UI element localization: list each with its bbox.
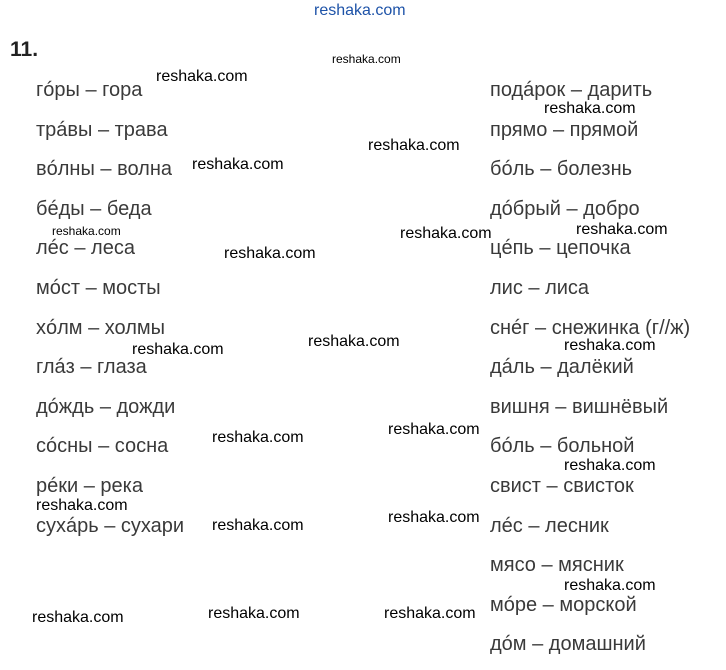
word-pair: бóль – больной — [490, 435, 635, 458]
word-pair: подáрок – дарить — [490, 79, 653, 101]
watermark: reshaka.com — [52, 224, 121, 238]
word-pair: лéс – леса — [36, 237, 135, 260]
word-pair: свист – свисток — [490, 474, 634, 497]
watermark: reshaka.com — [576, 221, 668, 238]
word-pair: трáвы – трава — [36, 118, 168, 141]
watermark: reshaka.com — [564, 337, 656, 354]
watermark: reshaka.com — [332, 52, 401, 66]
watermark: reshaka.com — [32, 609, 124, 626]
word-pair: дóбрый – добро — [490, 197, 640, 220]
watermark: reshaka.com — [564, 577, 656, 594]
watermark: reshaka.com — [212, 517, 304, 534]
word-pair: хóлм – холмы — [36, 316, 166, 339]
site-watermark-top: reshaka.com — [314, 2, 406, 19]
watermark: reshaka.com — [308, 333, 400, 350]
watermark: reshaka.com — [544, 100, 636, 117]
word-pair: мóре – морской — [490, 593, 637, 616]
word-pair: рéки – река — [36, 474, 143, 497]
watermark: reshaka.com — [388, 509, 480, 526]
word-pair: дóм – домашний — [490, 633, 646, 656]
word-pair: сóсны – сосна — [36, 435, 169, 458]
watermark: reshaka.com — [208, 605, 300, 622]
word-pair: дáль – далёкий — [490, 356, 634, 379]
word-pair: мóст – мосты — [36, 276, 161, 299]
word-pair: мясо – мясник — [490, 554, 624, 577]
watermark: reshaka.com — [156, 68, 248, 85]
word-pair: сухáрь – сухари — [36, 514, 185, 537]
watermark: reshaka.com — [564, 457, 656, 474]
watermark: reshaka.com — [368, 137, 460, 154]
word-pair: прямо – прямой — [490, 118, 639, 141]
word-pair: гóры – гора — [36, 79, 143, 101]
watermark: reshaka.com — [36, 497, 128, 514]
word-pair: бóль – болезнь — [490, 158, 633, 181]
word-pair: лéс – лесник — [490, 514, 609, 537]
watermark: reshaka.com — [212, 429, 304, 446]
watermark: reshaka.com — [224, 245, 316, 262]
watermark: reshaka.com — [192, 156, 284, 173]
watermark: reshaka.com — [400, 225, 492, 242]
word-pair: лис – лиса — [490, 276, 590, 299]
exercise-number: 11. — [10, 38, 39, 61]
word-pair: дóждь – дожди — [36, 395, 176, 418]
watermark: reshaka.com — [384, 605, 476, 622]
word-pair: цéпь – цепочка — [490, 237, 631, 260]
word-pair: вóлны – волна — [36, 158, 172, 181]
watermark: reshaka.com — [388, 421, 480, 438]
watermark: reshaka.com — [132, 341, 224, 358]
word-pair: глáз – глаза — [36, 356, 147, 379]
word-pair: снéг – снежинка (г//ж) — [490, 316, 691, 339]
word-pair: вишня – вишнёвый — [490, 395, 669, 418]
word-pair: бéды – беда — [36, 197, 152, 220]
